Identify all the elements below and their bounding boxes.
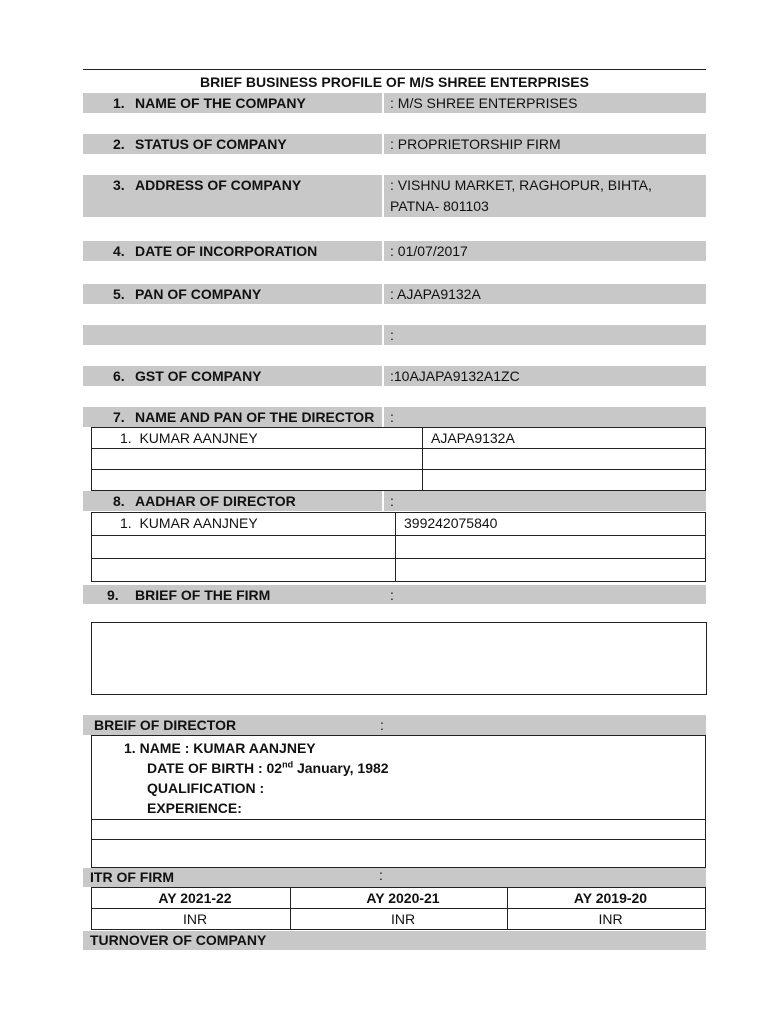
row-label: ADDRESS OF COMPANY bbox=[135, 177, 302, 193]
row-number: 7. bbox=[113, 409, 125, 425]
column-divider bbox=[382, 134, 384, 154]
row-value: : M/S SHREE ENTERPRISES bbox=[390, 95, 578, 111]
row-value: : AJAPA9132A bbox=[390, 286, 481, 302]
list-number: 1. bbox=[124, 740, 136, 756]
dob-prefix: DATE OF BIRTH : 02 bbox=[147, 760, 283, 776]
firm-brief-box bbox=[91, 622, 707, 695]
director-name-cell bbox=[92, 513, 396, 536]
row-value: :10AJAPA9132A1ZC bbox=[390, 368, 520, 384]
list-number: 1. bbox=[120, 515, 132, 531]
itr-year-cell: AY 2020-21 bbox=[291, 888, 508, 909]
table-row bbox=[92, 428, 706, 449]
row-company-pan bbox=[83, 284, 706, 304]
itr-value-cell: INR bbox=[291, 909, 508, 930]
director-aadhar-table bbox=[91, 512, 706, 582]
director-name: KUMAR AANJNEY bbox=[139, 430, 258, 446]
row-itr bbox=[83, 868, 706, 887]
dob-rest: January, 1982 bbox=[293, 760, 389, 776]
document-title: BRIEF BUSINESS PROFILE OF M/S SHREE ENTERPRISES bbox=[200, 74, 589, 90]
row-label: ITR OF FIRM bbox=[90, 869, 174, 885]
row-number: 6. bbox=[113, 368, 125, 384]
row-number: 1. bbox=[113, 95, 125, 111]
row-turnover bbox=[83, 931, 706, 950]
row-value: : bbox=[390, 327, 394, 343]
table-row bbox=[92, 559, 706, 582]
row-label: PAN OF COMPANY bbox=[135, 286, 262, 302]
row-company-status bbox=[83, 134, 706, 154]
table-row bbox=[92, 888, 706, 909]
column-divider bbox=[382, 284, 384, 304]
column-divider bbox=[382, 491, 384, 511]
row-value: : bbox=[379, 867, 383, 883]
director-name: KUMAR AANJNEY bbox=[139, 515, 258, 531]
column-divider bbox=[382, 241, 384, 261]
row-firm-brief bbox=[83, 585, 706, 604]
top-rule bbox=[83, 69, 706, 70]
row-number: 4. bbox=[113, 243, 125, 259]
row-director-aadhar bbox=[83, 491, 706, 511]
column-divider bbox=[382, 407, 384, 427]
table-row bbox=[92, 909, 706, 930]
row-label: BRIEF OF THE FIRM bbox=[135, 587, 271, 603]
director-qualification: QUALIFICATION : bbox=[147, 780, 265, 796]
row-incorporation-date bbox=[83, 241, 706, 261]
column-divider bbox=[382, 93, 384, 113]
row-value-line-2: PATNA- 801103 bbox=[390, 198, 489, 214]
row-label: DATE OF INCORPORATION bbox=[135, 243, 318, 259]
director-name: NAME : KUMAR AANJNEY bbox=[139, 740, 316, 756]
row-label: NAME OF THE COMPANY bbox=[135, 95, 306, 111]
table-row bbox=[92, 449, 706, 470]
row-number: 2. bbox=[113, 136, 125, 152]
list-number: 1. bbox=[120, 430, 132, 446]
row-company-name bbox=[83, 93, 706, 113]
table-row bbox=[92, 513, 706, 536]
table-row bbox=[92, 470, 706, 491]
director-brief-box bbox=[91, 735, 706, 868]
row-number: 8. bbox=[113, 493, 125, 509]
row-value: : 01/07/2017 bbox=[390, 243, 468, 259]
row-blank bbox=[83, 325, 706, 345]
row-label: STATUS OF COMPANY bbox=[135, 136, 287, 152]
row-divider bbox=[92, 819, 705, 820]
row-value: : PROPRIETORSHIP FIRM bbox=[390, 136, 561, 152]
director-pan-cell: AJAPA9132A bbox=[423, 428, 706, 449]
row-value: : bbox=[390, 493, 394, 509]
row-label: TURNOVER OF COMPANY bbox=[90, 932, 267, 948]
row-label: BREIF OF DIRECTOR bbox=[94, 717, 237, 733]
itr-value-cell: INR bbox=[92, 909, 291, 930]
row-director-name-pan bbox=[83, 407, 706, 427]
row-number: 9. bbox=[107, 587, 119, 603]
row-company-gst bbox=[83, 366, 706, 386]
column-divider bbox=[382, 325, 384, 345]
row-label: NAME AND PAN OF THE DIRECTOR bbox=[135, 409, 375, 425]
row-number: 5. bbox=[113, 286, 125, 302]
table-row bbox=[92, 536, 706, 559]
row-company-address bbox=[83, 175, 706, 217]
itr-value-cell: INR bbox=[508, 909, 706, 930]
dob-suffix-ordinal: nd bbox=[282, 759, 294, 770]
director-name-line bbox=[124, 738, 316, 758]
itr-year-cell: AY 2021-22 bbox=[92, 888, 291, 909]
director-name-cell bbox=[92, 428, 423, 449]
row-label: AADHAR OF DIRECTOR bbox=[135, 493, 296, 509]
row-divider bbox=[92, 839, 705, 840]
column-divider bbox=[382, 175, 384, 217]
row-label: GST OF COMPANY bbox=[135, 368, 262, 384]
row-director-brief bbox=[83, 715, 706, 735]
row-value: : bbox=[390, 587, 394, 603]
director-pan-table bbox=[91, 427, 706, 491]
director-aadhar-cell: 399242075840 bbox=[396, 513, 706, 536]
itr-year-cell: AY 2019-20 bbox=[508, 888, 706, 909]
director-dob-line bbox=[147, 758, 389, 778]
director-experience: EXPERIENCE: bbox=[147, 800, 242, 816]
row-value: : bbox=[380, 717, 384, 733]
row-value: : VISHNU MARKET, RAGHOPUR, BIHTA, bbox=[390, 177, 652, 193]
column-divider bbox=[382, 366, 384, 386]
row-value: : bbox=[390, 409, 394, 425]
itr-table bbox=[91, 887, 706, 930]
row-number: 3. bbox=[113, 177, 125, 193]
